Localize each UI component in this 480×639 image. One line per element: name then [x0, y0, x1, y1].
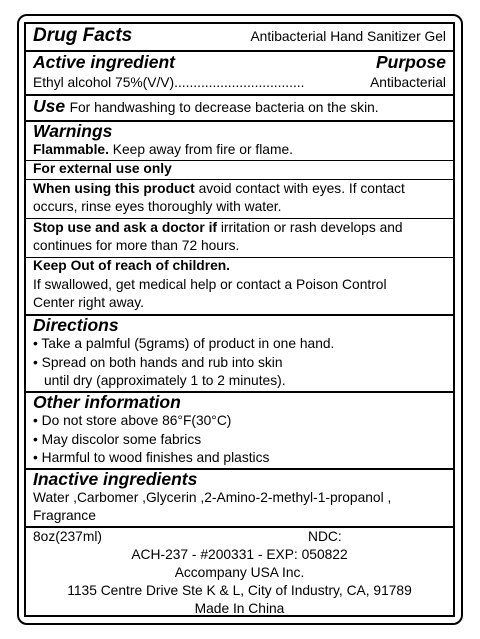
active-ingredient-name: Ethyl alcohol 75%(V/V) — [33, 75, 175, 90]
company-name: Accompany USA Inc. — [174, 565, 305, 580]
use-heading: Use — [33, 96, 66, 116]
divider — [26, 526, 453, 528]
purpose-heading: Purpose — [375, 52, 446, 72]
swallow-line2: Center right away. — [33, 295, 144, 310]
stop-use-line2: continues for more than 72 hours. — [33, 238, 240, 253]
divider — [26, 218, 453, 219]
stop-use-text: irritation or rash develops and — [220, 220, 403, 235]
active-purpose: Antibacterial — [370, 75, 446, 90]
other-item-1: • Do not store above 86°F(30°C) — [33, 413, 232, 428]
inactive-ingredients-line1: Water ,Carbomer ,Glycerin ,2-Amino-2-methyl-1-propanol , — [33, 490, 392, 505]
other-item-3: • Harmful to wood finishes and plastics — [33, 450, 270, 465]
when-using-text: avoid contact with eyes. If contact — [198, 181, 405, 196]
country-of-origin: Made In China — [194, 601, 285, 616]
other-information-heading: Other information — [33, 392, 181, 412]
lot-expiry-code: ACH-237 - #200331 - EXP: 050822 — [131, 547, 348, 562]
external-use-warning: For external use only — [33, 161, 172, 176]
directions-heading: Directions — [33, 315, 119, 335]
other-item-2: • May discolor some fabrics — [33, 432, 202, 447]
stop-use-line1 — [33, 220, 446, 235]
drug-facts-title: Drug Facts — [33, 25, 133, 46]
leader-dots: .................................. — [174, 75, 305, 90]
directions-item-2-cont: until dry (approximately 1 to 2 minutes). — [44, 373, 286, 388]
drug-facts-panel — [24, 22, 455, 617]
when-using-line2: occurs, rinse eyes thoroughly with water. — [33, 199, 282, 214]
swallow-line1: If swallowed, get medical help or contact a Poison Control — [33, 277, 387, 292]
company-address: 1135 Centre Drive Ste K & L, City of Industry, CA, 91789 — [67, 583, 412, 598]
when-using-line1 — [33, 181, 446, 196]
use-text: For handwashing to decrease bacteria on the skin. — [69, 100, 379, 115]
flammable-label: Flammable. — [33, 142, 109, 157]
keep-out-of-reach: Keep Out of reach of children. — [33, 258, 231, 273]
product-name: Antibacterial Hand Sanitizer Gel — [250, 29, 446, 44]
stop-use-label: Stop use and ask a doctor if — [33, 220, 217, 235]
ndc-label: NDC: — [308, 529, 342, 544]
package-size: 8oz(237ml) — [33, 529, 103, 544]
active-ingredient-heading: Active ingredient — [33, 52, 175, 72]
inactive-ingredients-line2: Fragrance — [33, 508, 96, 523]
divider — [26, 179, 453, 180]
when-using-label: When using this product — [33, 181, 195, 196]
directions-item-2: • Spread on both hands and rub into skin — [33, 355, 283, 370]
warnings-heading: Warnings — [33, 121, 113, 141]
flammable-line — [33, 142, 446, 157]
inactive-ingredients-heading: Inactive ingredients — [33, 469, 198, 489]
flammable-text: Keep away from fire or flame. — [112, 142, 293, 157]
directions-item-1: • Take a palmful (5grams) of product in one hand. — [33, 336, 335, 351]
use-section — [33, 96, 446, 117]
